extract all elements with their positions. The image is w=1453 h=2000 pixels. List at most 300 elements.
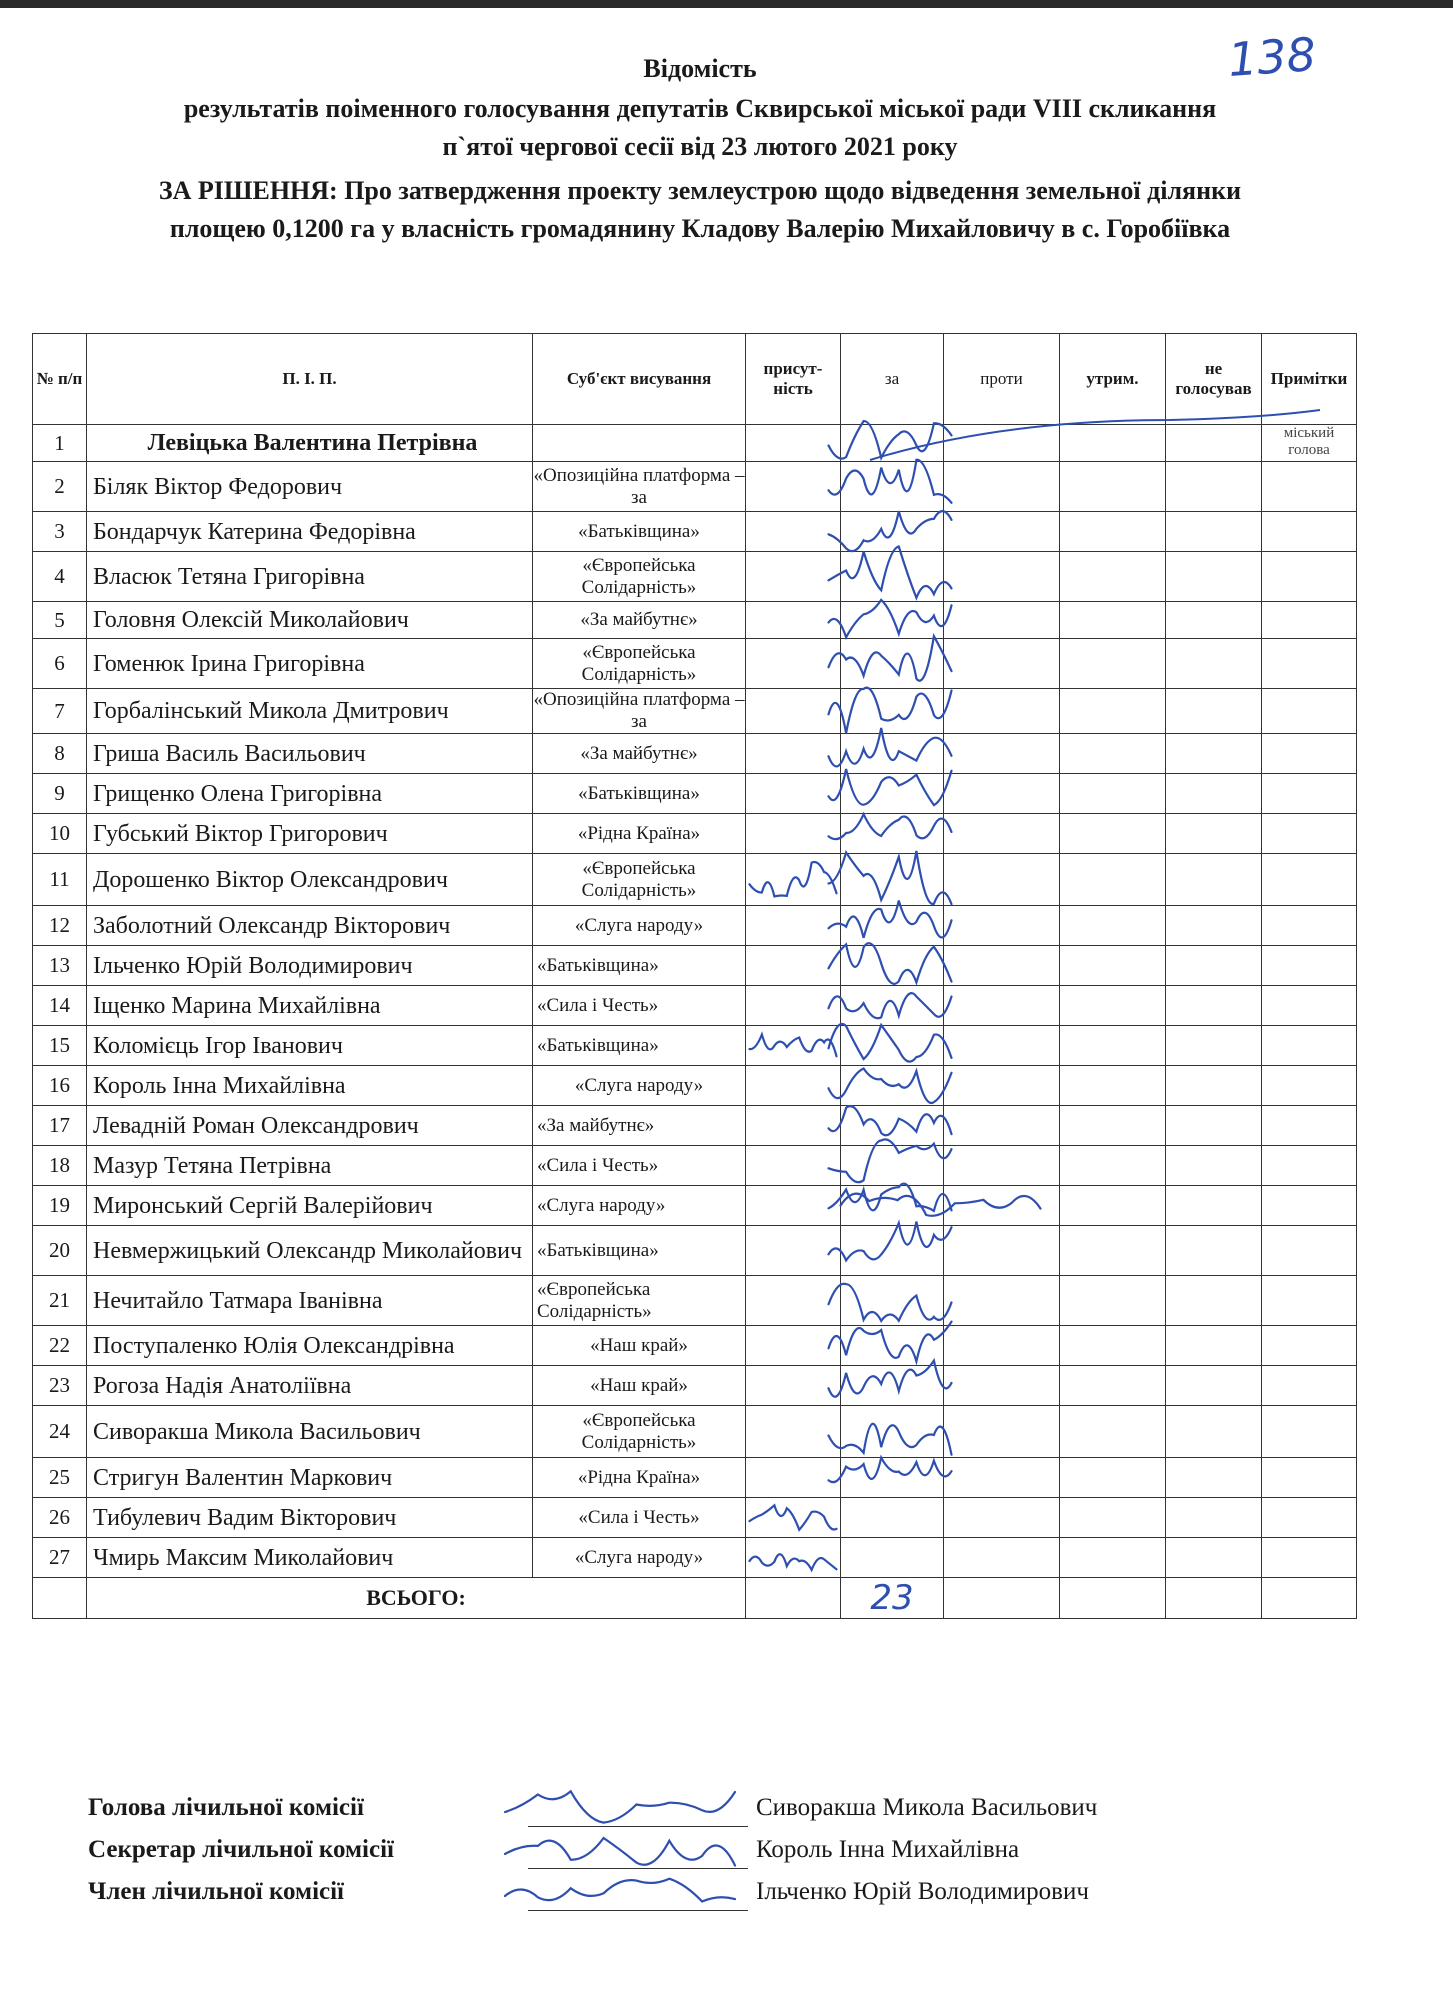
nominating-party: «Опозиційна платформа – за (533, 462, 746, 512)
note-cell (1262, 734, 1357, 774)
deputy-name: Стригун Валентин Маркович (87, 1458, 533, 1498)
note-cell (1262, 1276, 1357, 1326)
note-cell (1262, 1146, 1357, 1186)
not-voted-cell (1166, 602, 1262, 639)
table-row (33, 854, 1357, 906)
nominating-party: «Рідна Країна» (533, 1458, 746, 1498)
present-cell (746, 1458, 841, 1498)
present-cell (746, 1498, 841, 1538)
vote-against-cell (944, 946, 1060, 986)
vote-for-cell (841, 1226, 944, 1276)
row-number: 4 (33, 552, 87, 602)
vote-against-cell (944, 814, 1060, 854)
vote-against-cell (944, 1066, 1060, 1106)
note-cell (1262, 512, 1357, 552)
not-voted-cell (1166, 1366, 1262, 1406)
vote-against-cell (944, 689, 1060, 734)
commission-member-row (88, 1874, 1238, 1916)
vote-against-cell (944, 906, 1060, 946)
nominating-party: «Сила і Честь» (533, 1146, 746, 1186)
vote-against-cell (944, 1366, 1060, 1406)
secretary-role: Секретар лічильної комісії (88, 1836, 394, 1863)
deputy-name: Левадній Роман Олександрович (87, 1106, 533, 1146)
total-num-cell (33, 1578, 87, 1619)
row-number: 27 (33, 1538, 87, 1578)
row-number: 2 (33, 462, 87, 512)
table-row (33, 512, 1357, 552)
vote-for-cell (841, 1106, 944, 1146)
member-role: Член лічильної комісії (88, 1878, 345, 1905)
table-row (33, 1406, 1357, 1458)
table-row (33, 1366, 1357, 1406)
vote-against-cell (944, 1106, 1060, 1146)
row-number: 16 (33, 1066, 87, 1106)
table-row (33, 986, 1357, 1026)
row-number: 10 (33, 814, 87, 854)
not-voted-cell (1166, 1186, 1262, 1226)
not-voted-cell (1166, 986, 1262, 1026)
not-voted-cell (1166, 1066, 1262, 1106)
row-number: 24 (33, 1406, 87, 1458)
secretary-name: Король Інна Михайлівна (756, 1836, 1020, 1863)
nominating-party: «За майбутнє» (533, 734, 746, 774)
present-cell (746, 1146, 841, 1186)
table-row (33, 462, 1357, 512)
vote-against-cell (944, 854, 1060, 906)
nominating-party: «Європейська Солідарність» (533, 1276, 746, 1326)
deputy-name: Гриша Василь Васильович (87, 734, 533, 774)
total-row (33, 1578, 1357, 1619)
present-cell (746, 1406, 841, 1458)
table-row (33, 1498, 1357, 1538)
present-cell (746, 1538, 841, 1578)
deputy-name: Миронський Сергій Валерійович (87, 1186, 533, 1226)
vote-for-cell (841, 734, 944, 774)
nominating-party: «Європейська Солідарність» (533, 854, 746, 906)
vote-for-cell (841, 1498, 944, 1538)
present-cell (746, 814, 841, 854)
present-cell (746, 1026, 841, 1066)
session-line: п`ятої чергової сесії від 23 лютого 2021 року (442, 132, 958, 161)
vote-abstain-cell (1060, 1186, 1166, 1226)
vote-against-cell (944, 986, 1060, 1026)
nominating-party: «Рідна Країна» (533, 814, 746, 854)
note-cell: міський голова (1262, 425, 1357, 462)
vote-against-cell (944, 734, 1060, 774)
vote-against-cell (944, 1458, 1060, 1498)
table-row (33, 946, 1357, 986)
vote-for-cell (841, 906, 944, 946)
nominating-party: «Сила і Честь» (533, 986, 746, 1026)
not-voted-cell (1166, 1458, 1262, 1498)
note-cell (1262, 774, 1357, 814)
chair-role: Голова лічильної комісії (88, 1794, 364, 1821)
present-cell (746, 986, 841, 1026)
deputy-name: Іщенко Марина Михайлівна (87, 986, 533, 1026)
not-voted-cell (1166, 854, 1262, 906)
present-cell (746, 1276, 841, 1326)
row-number: 5 (33, 602, 87, 639)
note-cell (1262, 639, 1357, 689)
vote-against-cell (944, 512, 1060, 552)
deputy-name: Сиворакша Микола Васильович (87, 1406, 533, 1458)
not-voted-cell (1166, 734, 1262, 774)
nominating-party: «Слуга народу» (533, 1066, 746, 1106)
nominating-party: «За майбутнє» (533, 602, 746, 639)
nominating-party: «Батьківщина» (533, 774, 746, 814)
vote-against-cell (944, 1326, 1060, 1366)
row-number: 25 (33, 1458, 87, 1498)
table-row (33, 1026, 1357, 1066)
vote-abstain-cell (1060, 1226, 1166, 1276)
present-cell (746, 462, 841, 512)
vote-for-cell (841, 774, 944, 814)
nominating-party (533, 425, 746, 462)
not-voted-cell (1166, 1146, 1262, 1186)
note-cell (1262, 854, 1357, 906)
vote-abstain-cell (1060, 602, 1166, 639)
note-cell (1262, 1226, 1357, 1276)
total-against-cell (944, 1578, 1060, 1619)
commission-chair-row (88, 1790, 1238, 1832)
note-cell (1262, 1366, 1357, 1406)
vote-abstain-cell (1060, 986, 1166, 1026)
vote-against-cell (944, 1026, 1060, 1066)
note-cell (1262, 1406, 1357, 1458)
present-cell (746, 512, 841, 552)
document-title: Відомість (643, 54, 757, 83)
vote-for-cell (841, 512, 944, 552)
row-number: 6 (33, 639, 87, 689)
vote-for-cell (841, 986, 944, 1026)
vote-for-cell (841, 1366, 944, 1406)
nominating-party: «Наш край» (533, 1366, 746, 1406)
nominating-party: «Опозиційна платформа – за (533, 689, 745, 732)
nominating-party: «Наш край» (533, 1326, 746, 1366)
table-row (33, 689, 1357, 734)
member-name: Ільченко Юрій Володимирович (756, 1878, 1089, 1905)
col-header-present: присут-ність (746, 334, 841, 425)
not-voted-cell (1166, 1498, 1262, 1538)
vote-abstain-cell (1060, 906, 1166, 946)
table-row (33, 734, 1357, 774)
deputy-name: Ільченко Юрій Володимирович (87, 946, 533, 986)
not-voted-cell (1166, 946, 1262, 986)
table-row (33, 1538, 1357, 1578)
not-voted-cell (1166, 906, 1262, 946)
vote-abstain-cell (1060, 552, 1166, 602)
vote-against-cell (944, 462, 1060, 512)
not-voted-cell (1166, 1406, 1262, 1458)
present-cell (746, 639, 841, 689)
deputy-name: Грищенко Олена Григорівна (87, 774, 533, 814)
nominating-party: «Батьківщина» (533, 512, 746, 552)
note-cell (1262, 1458, 1357, 1498)
row-number: 7 (33, 689, 87, 734)
nominating-party: «Європейська Солідарність» (533, 639, 746, 689)
present-cell (746, 1066, 841, 1106)
secretary-signature-line (528, 1868, 748, 1869)
chair-name: Сиворакша Микола Васильович (756, 1794, 1098, 1821)
table-row (33, 425, 1357, 462)
deputy-name: Власюк Тетяна Григорівна (87, 552, 533, 602)
note-cell (1262, 1106, 1357, 1146)
vote-against-cell (944, 1186, 1060, 1226)
row-number: 13 (33, 946, 87, 986)
vote-abstain-cell (1060, 1458, 1166, 1498)
vote-abstain-cell (1060, 1026, 1166, 1066)
note-cell (1262, 906, 1357, 946)
note-cell (1262, 1538, 1357, 1578)
total-note-cell (1262, 1578, 1357, 1619)
row-number: 22 (33, 1326, 87, 1366)
row-number: 26 (33, 1498, 87, 1538)
row-number: 12 (33, 906, 87, 946)
deputy-name: Поступаленко Юлія Олександрівна (87, 1326, 533, 1366)
row-number: 1 (33, 425, 87, 462)
vote-for-cell (841, 1538, 944, 1578)
deputy-name: Мазур Тетяна Петрівна (87, 1146, 533, 1186)
deputy-name: Дорошенко Віктор Олександрович (87, 854, 533, 906)
note-cell (1262, 946, 1357, 986)
not-voted-cell (1166, 1026, 1262, 1066)
row-number: 14 (33, 986, 87, 1026)
vote-abstain-cell (1060, 1276, 1166, 1326)
not-voted-cell (1166, 462, 1262, 512)
table-row (33, 602, 1357, 639)
col-header-name: П. І. П. (87, 334, 533, 425)
note-cell (1262, 602, 1357, 639)
chair-signature-line (528, 1826, 748, 1827)
row-number: 19 (33, 1186, 87, 1226)
table-body (33, 425, 1357, 1578)
vote-for-cell (841, 1276, 944, 1326)
vote-against-cell (944, 1538, 1060, 1578)
note-cell (1262, 1498, 1357, 1538)
vote-for-cell (841, 1186, 944, 1226)
table-row (33, 639, 1357, 689)
voting-table (32, 333, 1357, 1619)
nominating-party: «Слуга народу» (533, 1538, 746, 1578)
nominating-party: «Європейська Солідарність» (533, 552, 746, 602)
table-row (33, 906, 1357, 946)
vote-abstain-cell (1060, 1066, 1166, 1106)
deputy-name: Невмержицький Олександр Миколайович (87, 1226, 533, 1276)
commission-secretary-row (88, 1832, 1238, 1874)
vote-for-cell (841, 639, 944, 689)
vote-against-cell (944, 1498, 1060, 1538)
vote-abstain-cell (1060, 462, 1166, 512)
not-voted-cell (1166, 814, 1262, 854)
note-cell (1262, 689, 1357, 734)
present-cell (746, 1106, 841, 1146)
vote-abstain-cell (1060, 854, 1166, 906)
deputy-name: Левіцька Валентина Петрівна (87, 425, 533, 462)
vote-for-cell (841, 1146, 944, 1186)
not-voted-cell (1166, 425, 1262, 462)
table-row (33, 1458, 1357, 1498)
vote-for-cell (841, 814, 944, 854)
not-voted-cell (1166, 552, 1262, 602)
present-cell (746, 774, 841, 814)
total-for-value: 23 (841, 1578, 944, 1619)
deputy-name: Чмирь Максим Миколайович (87, 1538, 533, 1578)
table-row (33, 814, 1357, 854)
vote-for-cell (841, 689, 944, 734)
deputy-name: Гоменюк Ірина Григорівна (87, 639, 533, 689)
vote-against-cell (944, 1226, 1060, 1276)
total-not-voted-cell (1166, 1578, 1262, 1619)
note-cell (1262, 1186, 1357, 1226)
row-number: 3 (33, 512, 87, 552)
total-present-cell (746, 1578, 841, 1619)
note-cell (1262, 986, 1357, 1026)
vote-abstain-cell (1060, 774, 1166, 814)
vote-abstain-cell (1060, 1538, 1166, 1578)
deputy-name: Головня Олексій Миколайович (87, 602, 533, 639)
col-header-note: Примітки (1262, 334, 1357, 425)
table-row (33, 1106, 1357, 1146)
not-voted-cell (1166, 639, 1262, 689)
table-row (33, 1186, 1357, 1226)
vote-abstain-cell (1060, 689, 1166, 734)
vote-against-cell (944, 602, 1060, 639)
vote-abstain-cell (1060, 425, 1166, 462)
not-voted-cell (1166, 1106, 1262, 1146)
nominating-party: «За майбутнє» (533, 1106, 746, 1146)
vote-for-cell (841, 552, 944, 602)
member-signature-line (528, 1910, 748, 1911)
row-number: 9 (33, 774, 87, 814)
present-cell (746, 1186, 841, 1226)
row-number: 17 (33, 1106, 87, 1146)
table-row (33, 1226, 1357, 1276)
col-header-against: проти (944, 334, 1060, 425)
handwritten-page-number: 138 (1226, 27, 1318, 87)
deputy-name: Нечитайло Татмара Іванівна (87, 1276, 533, 1326)
present-cell (746, 854, 841, 906)
vote-against-cell (944, 552, 1060, 602)
table-row (33, 1066, 1357, 1106)
vote-for-cell (841, 425, 944, 462)
present-cell (746, 906, 841, 946)
vote-against-cell (944, 425, 1060, 462)
deputy-name: Тибулевич Вадим Вікторович (87, 1498, 533, 1538)
vote-for-cell (841, 1066, 944, 1106)
vote-for-cell (841, 946, 944, 986)
col-header-num: № п/п (33, 334, 87, 425)
nominating-party: «Слуга народу» (533, 906, 746, 946)
col-header-not-voted: не голосував (1166, 334, 1262, 425)
present-cell (746, 1226, 841, 1276)
vote-for-cell (841, 1406, 944, 1458)
row-number: 20 (33, 1226, 87, 1276)
vote-abstain-cell (1060, 1366, 1166, 1406)
deputy-name: Коломієць Ігор Іванович (87, 1026, 533, 1066)
vote-for-cell (841, 462, 944, 512)
document-header (40, 48, 1360, 248)
not-voted-cell (1166, 1276, 1262, 1326)
decision-line-2: площею 0,1200 га у власність громадянину Кладову Валерію Михайловичу в с. Горобіївка (169, 214, 1231, 243)
vote-abstain-cell (1060, 946, 1166, 986)
nominating-party: «Батьківщина» (533, 1226, 746, 1276)
row-number: 8 (33, 734, 87, 774)
vote-against-cell (944, 1406, 1060, 1458)
nominating-party: «Слуга народу» (533, 1186, 746, 1226)
table-row (33, 552, 1357, 602)
row-number: 11 (33, 854, 87, 906)
vote-for-cell (841, 854, 944, 906)
vote-against-cell (944, 774, 1060, 814)
not-voted-cell (1166, 1226, 1262, 1276)
nominating-party: «Батьківщина» (533, 1026, 746, 1066)
vote-for-cell (841, 602, 944, 639)
present-cell (746, 602, 841, 639)
counting-commission (88, 1790, 1238, 1916)
deputy-name: Губський Віктор Григорович (87, 814, 533, 854)
nominating-party: «Європейська Солідарність» (533, 1406, 746, 1458)
note-cell (1262, 1026, 1357, 1066)
table-row (33, 1276, 1357, 1326)
present-cell (746, 734, 841, 774)
deputy-name: Рогоза Надія Анатоліївна (87, 1366, 533, 1406)
deputy-name: Заболотний Олександр Вікторович (87, 906, 533, 946)
vote-abstain-cell (1060, 639, 1166, 689)
nominating-party: «Сила і Честь» (533, 1498, 746, 1538)
not-voted-cell (1166, 512, 1262, 552)
vote-abstain-cell (1060, 512, 1166, 552)
total-label: ВСЬОГО: (87, 1578, 746, 1619)
not-voted-cell (1166, 1326, 1262, 1366)
not-voted-cell (1166, 689, 1262, 734)
vote-against-cell (944, 639, 1060, 689)
vote-for-cell (841, 1326, 944, 1366)
present-cell (746, 1366, 841, 1406)
vote-abstain-cell (1060, 734, 1166, 774)
total-abstain-cell (1060, 1578, 1166, 1619)
vote-for-cell (841, 1026, 944, 1066)
not-voted-cell (1166, 774, 1262, 814)
table-row (33, 774, 1357, 814)
vote-abstain-cell (1060, 814, 1166, 854)
col-header-for: за (841, 334, 944, 425)
col-header-party: Суб'єкт висування (533, 334, 746, 425)
not-voted-cell (1166, 1538, 1262, 1578)
present-cell (746, 425, 841, 462)
row-number: 21 (33, 1276, 87, 1326)
note-cell (1262, 552, 1357, 602)
table-header-row (33, 334, 1357, 425)
deputy-name: Король Інна Михайлівна (87, 1066, 533, 1106)
row-number: 15 (33, 1026, 87, 1066)
vote-abstain-cell (1060, 1498, 1166, 1538)
vote-for-cell (841, 1458, 944, 1498)
vote-against-cell (944, 1146, 1060, 1186)
table-row (33, 1326, 1357, 1366)
col-header-abstain: утрим. (1060, 334, 1166, 425)
present-cell (746, 689, 841, 734)
row-number: 23 (33, 1366, 87, 1406)
document-subtitle: результатів поіменного голосування депутатів Сквирської міської ради VIII скликання (183, 94, 1217, 123)
vote-against-cell (944, 1276, 1060, 1326)
deputy-name: Горбалінський Микола Дмитрович (87, 689, 533, 734)
scan-top-border (0, 0, 1453, 8)
vote-abstain-cell (1060, 1326, 1166, 1366)
present-cell (746, 946, 841, 986)
note-cell (1262, 1066, 1357, 1106)
note-cell (1262, 814, 1357, 854)
deputy-name: Біляк Віктор Федорович (87, 462, 533, 512)
